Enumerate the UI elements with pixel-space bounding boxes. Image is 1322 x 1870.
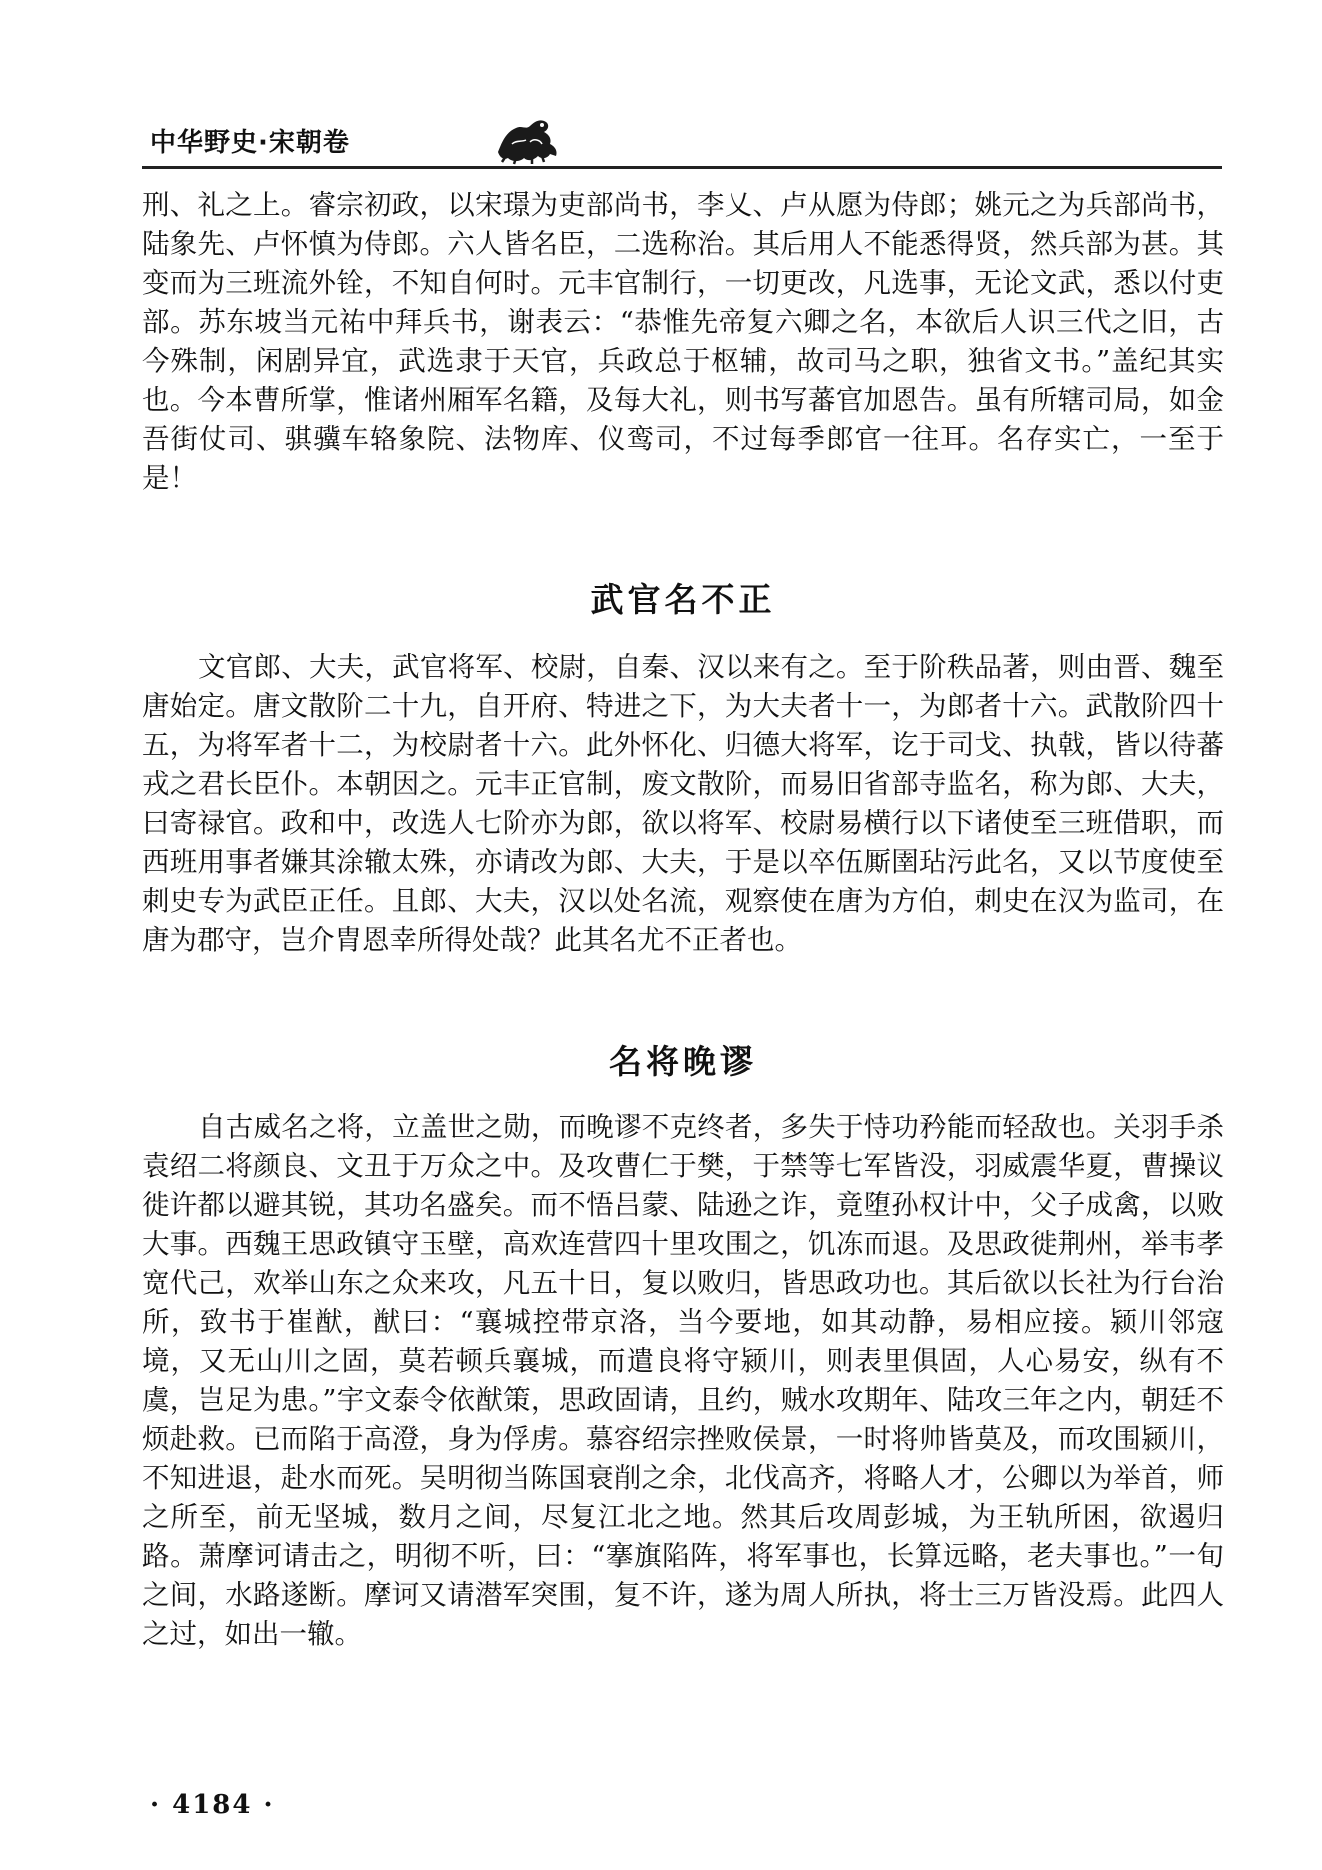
section-heading-2: 名将晚谬 [609,1042,757,1081]
section-1-paragraph: 文官郎、大夫，武官将军、校尉，自秦、汉以来有之。至于阶秩品著，则由晋、魏至唐始定。唐文散阶二十九，自开府、特进之下，为大夫者十一，为郎者十六。武散阶四十五，为将军者十二，为校尉者十六。此外怀化、归德大将军，讫于司戈、执戟，皆以待蕃戎之君长臣仆。本朝因之。元丰正官制，废文散阶，而易旧省部寺监名，称为郎、大夫，曰寄禄官。政和中，改选人七阶亦为郎，欲以将军、校尉易横行以下诸使至三班借职，而西班用事者嫌其涂辙太殊，亦请改为郎、大夫，于是以卒伍厮圉玷污此名，又以节度使至刺史专为武臣正任。且郎、大夫，汉以处名流，观察使在唐为方伯，刺史在汉为监司，在唐为郡守，岂介胄恩幸所得处哉？此其名尤不正者也。 [142,651,1224,956]
section-heading-1: 武官名不正 [590,580,776,619]
continued-paragraph: 刑、礼之上。睿宗初政，以宋璟为吏部尚书，李乂、卢从愿为侍郎；姚元之为兵部尚书，陆象先、卢怀慎为侍郎。六人皆名臣，二选称治。其后用人不能悉得贤，然兵部为甚。其变而为三班流外铨，不知自何时。元丰官制行，一切更改，凡选事，无论文武，悉以付吏部。苏东坡当元祐中拜兵书，谢表云：“恭惟先帝复六卿之名，本欲后人识三代之旧，古今殊制，闲剧异宜，武选隶于天官，兵政总于枢辅，故司马之职，独省文书。”盖纪其实也。今本曹所掌，惟诸州厢军名籍，及每大礼，则书写蕃官加恩告。虽有所辖司局，如金吾街仗司、骐骥车辂象院、法物库、仪鸾司，不过每季郎官一往耳。名存实亡，一至于是！ [142,189,1224,494]
page-number: · 4184 · [150,1790,275,1820]
dragon-emblem-icon [492,112,564,168]
header-rule [142,166,1222,169]
section-2-paragraph: 自古威名之将，立盖世之勋，而晚谬不克终者，多失于恃功矜能而轻敌也。关羽手杀袁绍二将颜良、文丑于万众之中。及攻曹仁于樊，于禁等七军皆没，羽威震华夏，曹操议徙许都以避其锐，其功名盛矣。而不悟吕蒙、陆逊之诈，竟堕孙权计中，父子成禽，以败大事。西魏王思政镇守玉壁，高欢连营四十里攻围之，饥冻而退。及思政徙荆州，举韦孝宽代己，欢举山东之众来攻，凡五十日，复以败归，皆思政功也。其后欲以长社为行台治所，致书于崔猷，猷曰：“襄城控带京洛，当今要地，如其动静，易相应接。颍川邻寇境，又无山川之固，莫若顿兵襄城，而遣良将守颍川，则表里俱固，人心易安，纵有不虞，岂足为患。”宇文泰令依猷策，思政固请，且约，贼水攻期年、陆攻三年之内，朝廷不烦赴救。已而陷于高澄，身为俘虏。慕容绍宗挫败侯景，一时将帅皆莫及，而攻围颍川，不知进退，赴水而死。吴明彻当陈国衰削之余，北伐高齐，将略人才，公卿以为举首，师之所至，前无坚城，数月之间，尽复江北之地。然其后攻周彭城，为王轨所困，欲遏归路。萧摩诃请击之，明彻不听，曰：“搴旗陷阵，将军事也，长算远略，老夫事也。”一旬之间，水路遂断。摩诃又请潜军突围，复不许，遂为周人所执，将士三万皆没焉。此四人之过，如出一辙。 [142,1111,1224,1650]
book-title: 中华野史·宋朝卷 [150,128,350,158]
